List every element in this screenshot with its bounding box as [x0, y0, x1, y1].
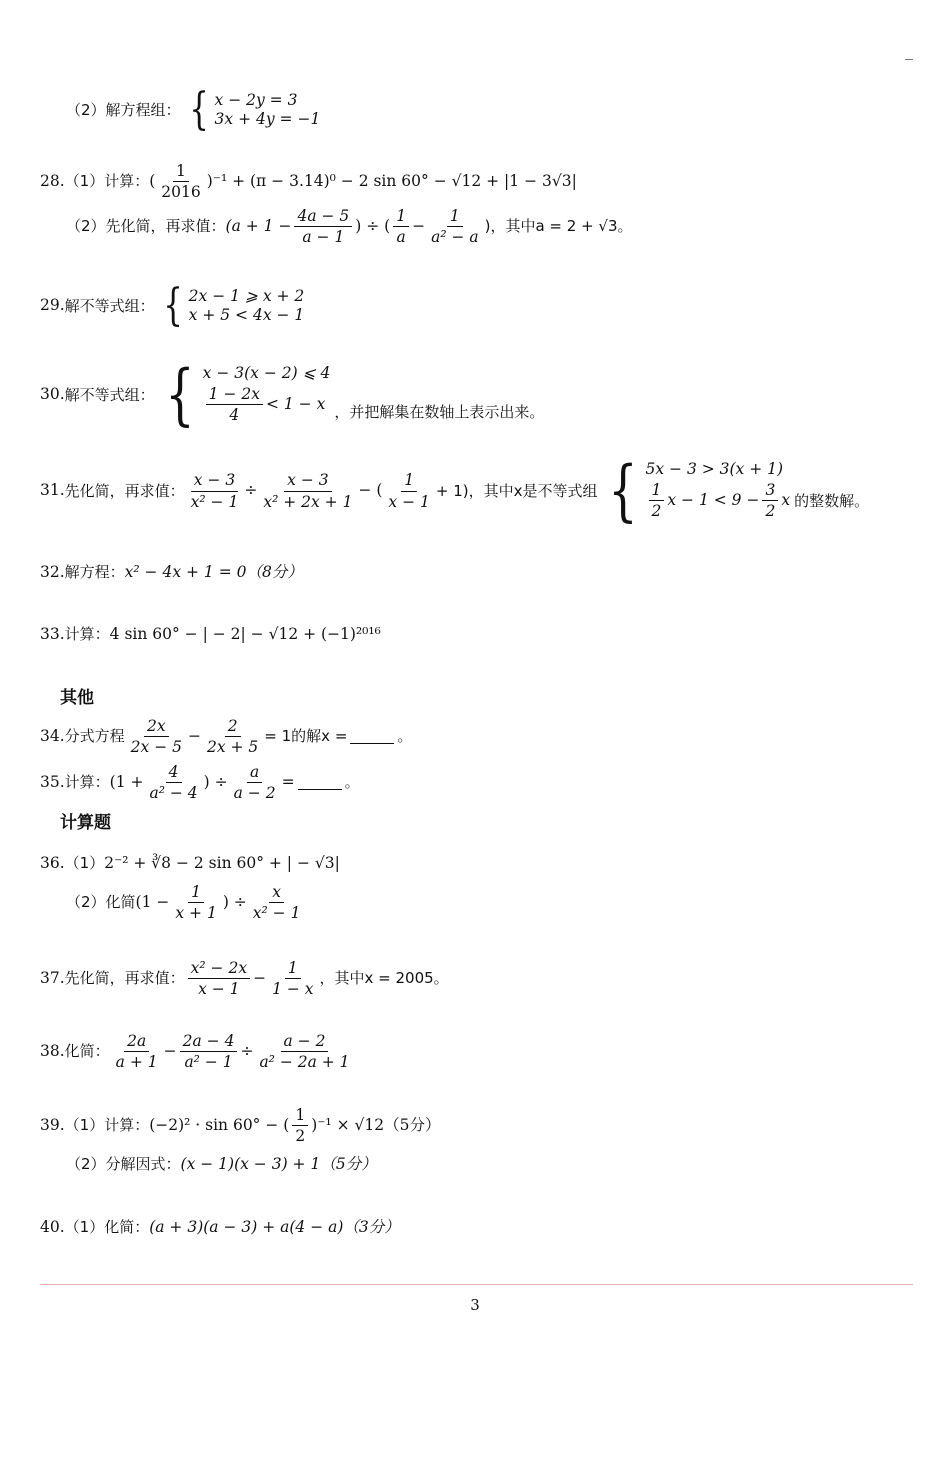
q36-part1: 36. （1） 2⁻² + ∛8 − 2 sin 60° + | − √3| [40, 854, 340, 873]
fraction: $\frac{2x}{2x - 5}$ [130, 717, 182, 757]
fraction: $\frac{1}{a}$ [393, 208, 409, 246]
fraction: $\frac{2a - 4}{\text{a² − 1}}$ [180, 1033, 238, 1071]
q35-number: 35. [40, 773, 65, 792]
q34-number: 34. [40, 727, 65, 746]
fraction: $\frac{2}{2x + 5}$ [206, 717, 259, 757]
q30-label: 解不等式组： [64, 385, 155, 404]
q32-label: 解方程： [64, 563, 125, 582]
q34: 34. 分式方程 $\frac{2x}{2x - 5}$ − $\frac{2}{2x + 5}$ = 1的解x = 。 [40, 717, 413, 757]
fraction: $\frac{4}{\text{a² − 4}}$ [149, 763, 198, 803]
q38: 38. 化简： $\frac{2a}{a + 1}$ − $\frac{2a - 4}{\text{a² − 1}}$ ÷ $\frac{a - 2}{\text{a² − 2a + 1}}$ [40, 1033, 356, 1071]
fraction-1-over-2016: $\frac{1}{2016}$ [161, 162, 201, 202]
q32-expression: x² − 4x + 1 = 0（8分） [124, 563, 303, 581]
q30 [40, 356, 545, 433]
fraction: $\frac{3}{2}$ [762, 482, 778, 520]
fraction: $\frac{1}{2}$ [649, 482, 665, 520]
q38-label: 化简： [64, 1042, 110, 1061]
fraction: $\frac{x}{\text{x² − 1}}$ [252, 883, 301, 923]
equation-2: 3x + 4y = −1 [214, 110, 321, 128]
fraction: $\frac{2a}{a + 1}$ [115, 1032, 158, 1072]
page-number: 3 [470, 1296, 480, 1314]
left-brace: { [162, 280, 183, 331]
answer-blank [350, 729, 394, 744]
fraction: $\frac{a - 2}{\text{a² − 2a + 1}}$ [259, 1032, 350, 1072]
corner-mark [905, 59, 913, 60]
q33-number: 33. [40, 625, 65, 643]
q28-part1: 28. （1）计算： ( $\frac{1}{2016}$ )⁻¹ + (π − 3.14)⁰ − 2 sin 60° − √12 + |1 − 3√3| [40, 162, 577, 202]
q37: 37. 先化简，再求值： $\frac{\text{x² − 2x}}{x - 1}$ − $\frac{1}{1 - x}$ ，其中x = 2005。 [40, 959, 449, 999]
answer-blank [298, 775, 342, 790]
q29-number: 29. [40, 296, 65, 315]
fraction: $\frac{1}{x + 1}$ [175, 883, 217, 923]
q40-part1: 40. （1）化简： (a + 3)(a − 3) + a(4 − a)（3分） [40, 1218, 400, 1237]
left-brace: { [164, 356, 195, 433]
q29-label: 解不等式组： [64, 296, 155, 315]
left-brace: { [607, 452, 638, 529]
q28-part2: （2）先化简，再求值： (a + 1 − $\frac{4a - 5}{a - 1}$ ) ÷ ( $\frac{1}{a}$ − $\frac{1}{\text{a² − a}}$ )，其中a = 2 + √3。 [66, 207, 633, 247]
fraction: $\frac{1}{1 - x}$ [272, 959, 314, 999]
q32 [40, 565, 303, 581]
fraction: $\frac{4a - 5}{a - 1}$ [294, 208, 352, 246]
fraction: $\frac{a}{a - 2}$ [233, 763, 276, 803]
q33-label: 计算： [64, 625, 110, 644]
q39-part2: （2）分解因式： (x − 1)(x − 3) + 1（5分） [66, 1155, 377, 1174]
q30-instruction: ，并把解集在数轴上表示出来。 [334, 402, 545, 421]
q39-number: 39. [40, 1116, 65, 1135]
q33-expression: 4 sin 60° − | − 2| − √12 + (−1)²⁰¹⁶ [109, 625, 381, 643]
q37-label: 先化简，再求值： [64, 969, 185, 988]
q38-number: 38. [40, 1042, 65, 1061]
fraction: $\frac{1}{x - 1}$ [388, 471, 430, 511]
section-heading-other: 其他 [60, 688, 94, 708]
q37-number: 37. [40, 969, 65, 988]
footer-divider [40, 1284, 913, 1285]
q31-label: 先化简，再求值： [64, 481, 185, 500]
q31: 31. 先化简，再求值： $\frac{x - 3}{\text{x² − 1}}$ ÷ $\frac{x - 3}{\text{x² + 2x + 1}}$ − ( $\frac{1}{x - 1}$ + 1)，其中x是不等式组 { 5x − 3 > 3(x + 1) $\frac{1}{2}$ x − 1 < 9 − $\frac{3}{2}$ x 的整数解。 [40, 452, 870, 529]
inequality-system: { x − 3(x − 2) ⩽ 4 $\frac{1 - 2x}{4}$ < 1 − x [164, 356, 331, 433]
q27-part2 [66, 84, 324, 135]
q28-part2-label: （2）先化简，再求值： [66, 217, 226, 236]
fraction: $\frac{x - 3}{\text{x² − 1}}$ [190, 471, 239, 511]
q32-number: 32. [40, 563, 65, 581]
q39-part1: 39. （1）计算： (−2)² · sin 60° − ( $\frac{1}{2}$ )⁻¹ × √12（5分） [40, 1106, 441, 1146]
q40-number: 40. [40, 1218, 65, 1236]
q34-label: 分式方程 [64, 727, 125, 746]
fraction: $\frac{1}{\text{a² − a}}$ [431, 207, 479, 247]
q28-number: 28. [40, 172, 65, 191]
q27-part2-label: （2）解方程组： [66, 100, 181, 119]
equation-system [185, 84, 321, 135]
q28-part1-expression: )⁻¹ + (π − 3.14)⁰ − 2 sin 60° − √12 + |1 − 3√3| [206, 172, 577, 191]
q35-label: 计算： [64, 773, 110, 792]
q36-number: 36. [40, 854, 65, 872]
section-heading-calculation: 计算题 [60, 813, 111, 833]
q33 [40, 627, 381, 643]
left-brace: { [188, 84, 209, 135]
inequality-system: { 2x − 1 ⩾ x + 2 x + 5 < 4x − 1 [162, 280, 305, 331]
q36-part1-expression: 2⁻² + ∛8 − 2 sin 60° + | − √3| [104, 854, 340, 872]
equation-1: x − 2y = 3 [214, 90, 298, 109]
q29 [40, 280, 308, 331]
inequality-system: { 5x − 3 > 3(x + 1) $\frac{1}{2}$ x − 1 < 9 − $\frac{3}{2}$ x [607, 452, 791, 529]
fraction: $\frac{x - 3}{\text{x² + 2x + 1}}$ [263, 471, 353, 511]
q31-number: 31. [40, 481, 65, 500]
fraction: $\frac{1}{2}$ [292, 1107, 308, 1145]
q28-part1-label: （1）计算： [64, 172, 150, 191]
fraction: $\frac{1 - 2x}{4}$ [206, 386, 263, 424]
q36-part2: （2）化简 (1 − $\frac{1}{x + 1}$ ) ÷ $\frac{x}{\text{x² − 1}}$ [66, 884, 306, 922]
q30-number: 30. [40, 385, 65, 404]
fraction: $\frac{\text{x² − 2x}}{x - 1}$ [188, 960, 250, 998]
q35: 35. 计算： (1 + $\frac{4}{\text{a² − 4}}$ ) ÷ $\frac{a}{a - 2}$ = 。 [40, 763, 360, 803]
